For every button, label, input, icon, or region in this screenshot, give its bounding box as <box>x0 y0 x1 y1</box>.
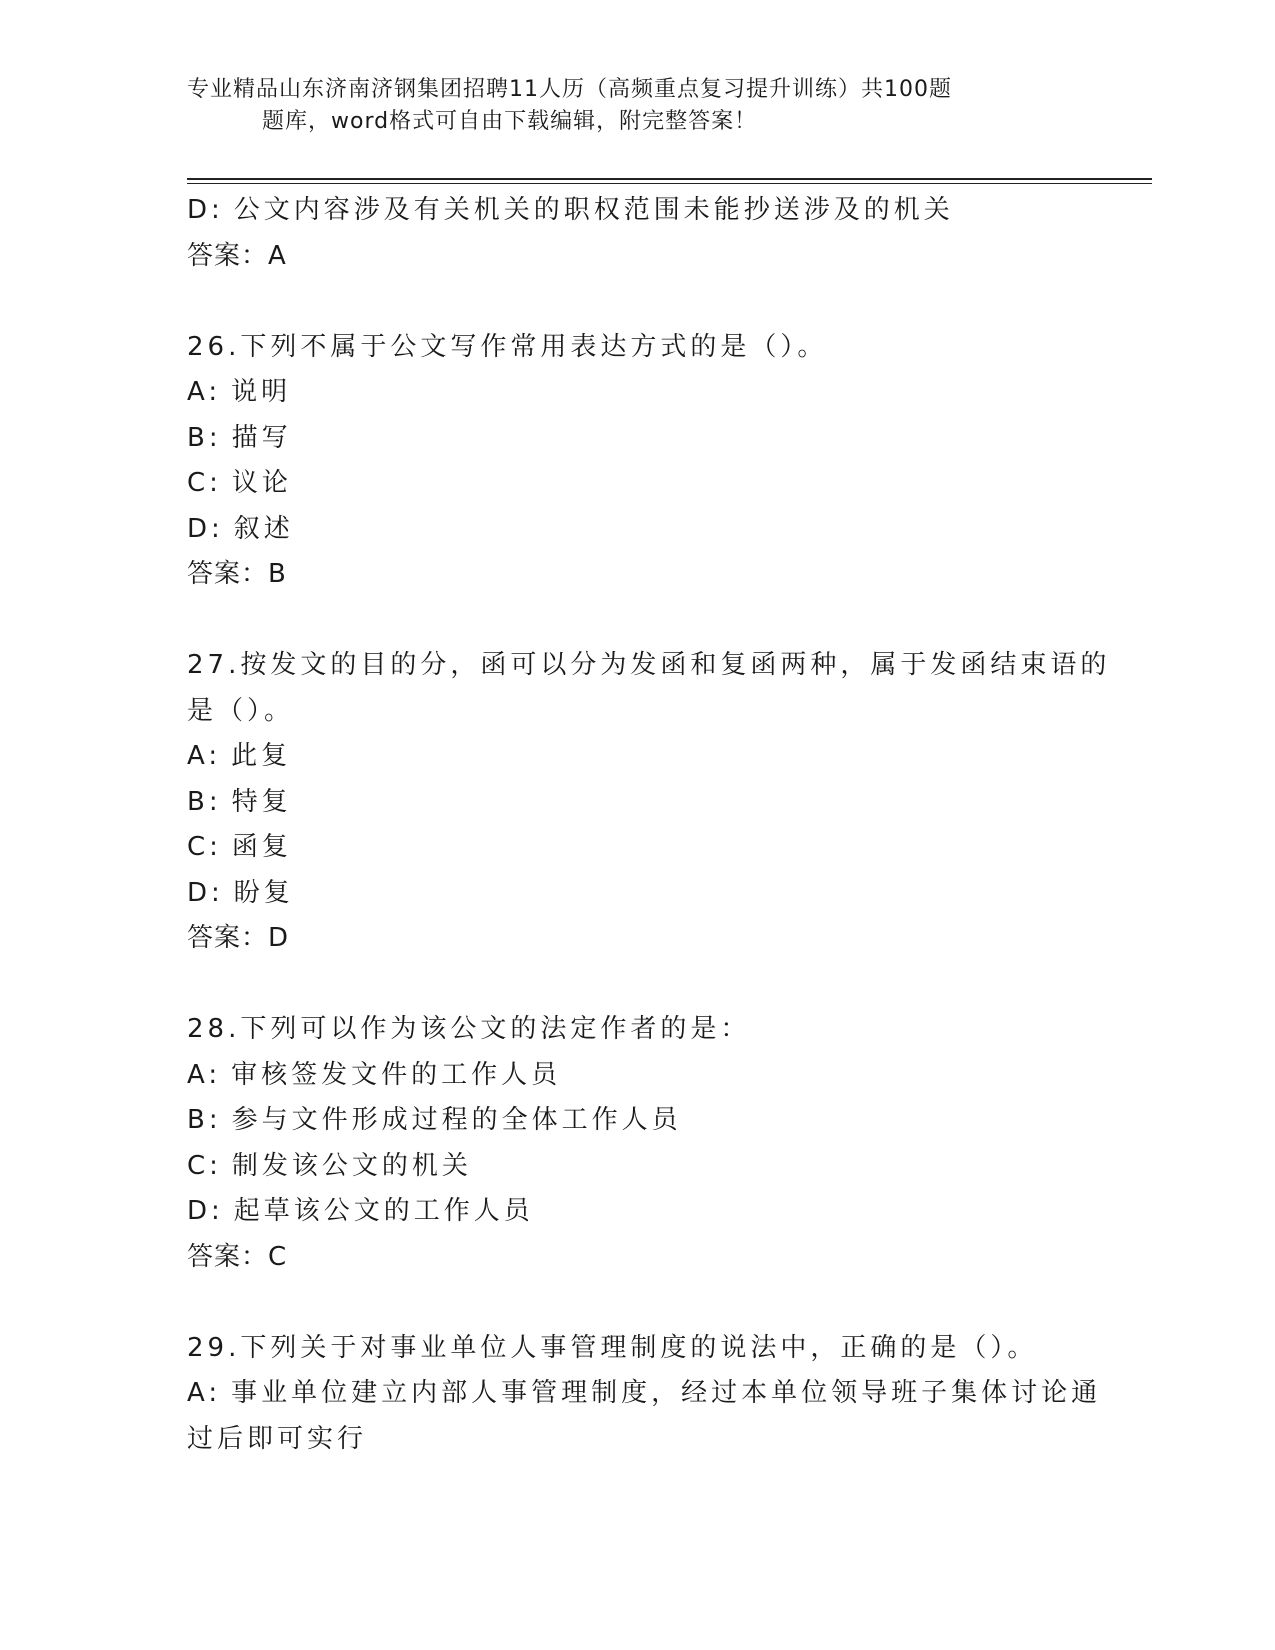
option-text: 参与文件形成过程的全体工作人员 <box>231 1105 682 1135</box>
option-text: 函复 <box>231 832 292 862</box>
answer-line: 答案：A <box>187 240 287 271</box>
option-a <box>187 1053 1087 1099</box>
option-a-continuation: 过后即可实行 <box>187 1423 368 1454</box>
option-text: 说明 <box>231 377 292 407</box>
option-d <box>187 871 1087 917</box>
option-b <box>187 416 1087 462</box>
option-key: B: <box>187 422 222 453</box>
option-key: D: <box>187 513 224 544</box>
option-text: 起草该公文的工作人员 <box>233 1196 534 1226</box>
question-27-text-line-2: 是（）。 <box>187 695 295 726</box>
answer-line: 答案：C <box>187 1241 288 1272</box>
option-key: C: <box>187 1150 222 1181</box>
option-d <box>187 188 1087 234</box>
header-title-line-1: 专业精品山东济南济钢集团招聘11人历（高频重点复习提升训练）共100题 <box>187 77 952 102</box>
option-text: 此复 <box>231 741 292 771</box>
option-text: 叙述 <box>233 513 294 544</box>
option-d <box>187 507 1087 553</box>
header-title-line-2: 题库，word格式可自由下载编辑，附完整答案！ <box>262 109 758 134</box>
option-b <box>187 1098 1087 1144</box>
option-text: 描写 <box>231 422 292 453</box>
option-text: 盼复 <box>233 877 294 908</box>
question-27-text-line-1: 27.按发文的目的分，函可以分为发函和复函两种，属于发函结束语的 <box>187 650 1111 680</box>
question-29-text: 29.下列关于对事业单位人事管理制度的说法中，正确的是（）。 <box>187 1332 1038 1363</box>
option-key: D: <box>187 877 224 908</box>
option-key: B: <box>187 1105 222 1135</box>
option-text: 特复 <box>231 786 292 817</box>
option-text: 审核签发文件的工作人员 <box>231 1059 562 1090</box>
question-28-text: 28.下列可以作为该公文的法定作者的是： <box>187 1014 751 1044</box>
option-key: A: <box>187 1059 222 1090</box>
option-a <box>187 370 1087 416</box>
answer-line: 答案：B <box>187 559 287 589</box>
option-a <box>187 734 1087 780</box>
spacer <box>187 598 1087 644</box>
option-c <box>187 461 1087 507</box>
option-key: C: <box>187 468 222 498</box>
option-key: D: <box>187 195 224 225</box>
spacer <box>187 962 1087 1008</box>
spacer <box>187 1280 1087 1326</box>
option-key: A: <box>187 741 222 771</box>
option-text: 议论 <box>231 468 292 498</box>
header-rule-thin <box>187 183 1152 184</box>
header-rule-thick <box>187 178 1152 180</box>
option-key: A: <box>187 1378 222 1408</box>
spacer <box>187 279 1087 325</box>
option-key: B: <box>187 786 222 817</box>
option-key: C: <box>187 832 222 862</box>
question-list <box>187 188 1111 1462</box>
option-key: D: <box>187 1196 224 1226</box>
option-key: A: <box>187 377 222 407</box>
option-text: 公文内容涉及有关机关的职权范围未能抄送涉及的机关 <box>233 195 954 225</box>
option-text: 制发该公文的机关 <box>231 1150 472 1181</box>
answer-line: 答案：D <box>187 923 290 953</box>
option-c <box>187 825 1087 871</box>
option-text: 事业单位建立内部人事管理制度，经过本单位领导班子集体讨论通 <box>231 1378 1102 1408</box>
document-header <box>187 74 1047 138</box>
question-26-text: 26.下列不属于公文写作常用表达方式的是（）。 <box>187 331 828 362</box>
option-c <box>187 1144 1087 1190</box>
option-a <box>187 1371 1102 1417</box>
option-b <box>187 780 1087 826</box>
option-d <box>187 1189 1087 1235</box>
